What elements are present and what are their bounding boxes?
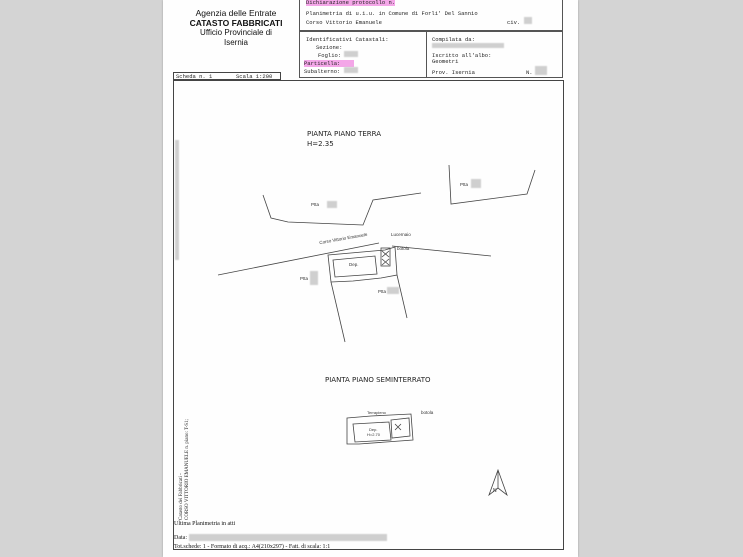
street-line-upper	[218, 243, 379, 275]
lucernaio-cross	[382, 251, 389, 257]
side-note	[179, 419, 191, 520]
basement-dep-label: Dep.	[369, 427, 378, 432]
ptta-mid-left: Ptta	[300, 276, 309, 281]
sezione-label: Sezione:	[316, 44, 343, 51]
totals-line: Tot.schede: 1 - Formato di acq.: A4(210x297) - Fatt. di scala: 1:1	[174, 544, 331, 550]
data-label: Data:	[174, 535, 187, 541]
document-sheet	[163, 0, 578, 557]
ground-floor-height: H=2.35	[307, 140, 334, 148]
botola-label: botola	[397, 246, 410, 251]
ptta-mid-left-redacted	[310, 271, 318, 285]
prov-label: Prov. Isernia	[432, 69, 475, 76]
property-line-right	[397, 275, 407, 318]
side-note-line1: Catasto dei Fabbricati -	[179, 473, 184, 520]
foglio-label: Foglio:	[318, 52, 342, 59]
subalterno-label: Subalterno:	[304, 68, 341, 75]
cadastral-heading: Identificativi Catastali:	[306, 36, 389, 43]
scheda-number: Scheda n. 1	[176, 73, 213, 80]
ptta-mid: Ptta	[378, 289, 387, 294]
street-label: Corso Vittorio Emanuele	[318, 231, 368, 246]
botola-cross	[382, 259, 389, 265]
basement-title: PIANTA PIANO SEMINTERRATO	[325, 376, 431, 384]
basement-botola-label: botola	[421, 410, 434, 415]
side-note-line2: CORSO VITTORIO EMANUELE n. piano: T-S1;	[185, 419, 190, 520]
lucernaio-label: Lucernaio	[391, 232, 411, 237]
ptta-top-left-redacted	[327, 201, 337, 208]
civ-label: civ.	[507, 19, 521, 26]
ptta-top-left: Ptta	[311, 202, 320, 207]
terrapieno-label: Terrapieno	[367, 410, 386, 415]
basement-height-label: H=2.70	[367, 432, 381, 437]
catasto-title: CATASTO FABBRICATI	[189, 18, 283, 28]
office-city: Isernia	[223, 38, 248, 47]
data-redacted	[189, 534, 387, 541]
dep-label: Dep.	[349, 262, 359, 267]
profession-label: Geometri	[432, 58, 459, 65]
compilata-label: Compilata da:	[432, 36, 475, 43]
property-line-left	[331, 282, 345, 342]
agency-name: Agenzia delle Entrate	[195, 8, 277, 18]
protocol-label: Dichiarazione protocollo n.	[306, 0, 396, 6]
ptta-top-right: Ptta	[460, 182, 469, 187]
address-line: Corso Vittorio Emanuele	[306, 19, 382, 26]
plot-boundary-left	[263, 193, 421, 225]
office-name: Ufficio Provinciale di	[200, 28, 272, 37]
scala-label: Scala 1:200	[236, 73, 273, 80]
basement-side-room	[391, 418, 410, 438]
basement-botola-cross	[395, 424, 401, 430]
particella-label: Particella:	[304, 60, 354, 67]
n-label: N.	[526, 69, 533, 76]
planimetry-line: Planimetria di u.i.u. in Comune di Forli' Del Sannio	[306, 10, 478, 17]
ptta-mid-redacted	[387, 287, 399, 294]
iscritto-label: Iscritto all'albo:	[432, 52, 492, 59]
north-label: N	[493, 488, 497, 494]
ground-floor-title: PIANTA PIANO TERRA	[307, 130, 382, 138]
side-redacted	[175, 140, 179, 260]
last-plan-note: Ultima Planimetria in atti	[174, 521, 236, 527]
floor-plan-drawing	[163, 0, 578, 557]
ptta-top-right-redacted	[471, 179, 481, 188]
